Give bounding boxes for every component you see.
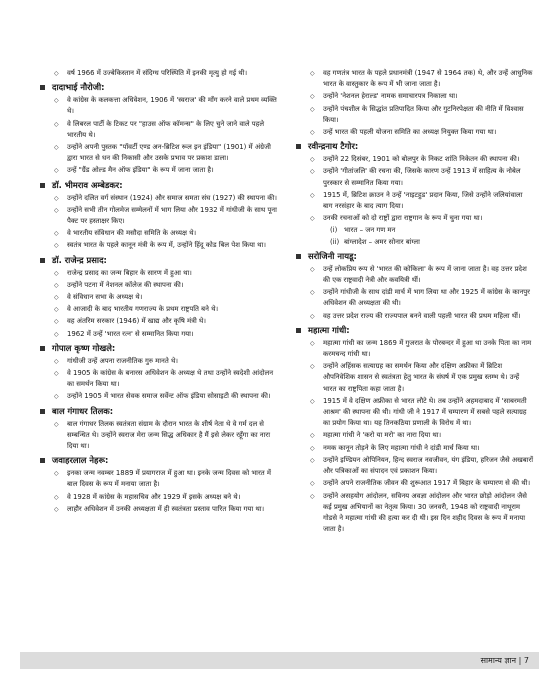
list-item xyxy=(296,190,534,212)
diamond-bullet-icon xyxy=(54,119,59,130)
page-footer xyxy=(20,652,539,669)
diamond-bullet-icon xyxy=(310,430,315,441)
list-item-text: वे भारतीय संविधान की मसौदा समिति के अध्यक्ष थे। xyxy=(67,229,197,238)
diamond-bullet-icon xyxy=(310,104,315,115)
diamond-bullet-icon xyxy=(54,193,59,204)
diamond-bullet-icon xyxy=(310,287,315,298)
list-item-text: उन्होंने 22 दिसंबर, 1901 को बोलपुर के निकट शांति निकेतन की स्थापना की। xyxy=(323,155,520,164)
list-item-text: वे आजादी के बाद भारतीय गणराज्य के प्रथम राष्ट्रपति बने थे। xyxy=(67,305,219,314)
list-item xyxy=(40,356,278,367)
list-item-text: उन्होंने इण्डियन ओपिनियन, हिन्द स्वराज नवजीवन, यंग इंडिया, हरिजन जैसे अखबारों और पत्रिकाओं का संपादन एवं प्रकाशन किया। xyxy=(323,455,534,476)
sub-list-text: भारत – जन गण मन xyxy=(344,226,396,235)
list-item-text: उन्होंने गांधीजी के साथ दांडी मार्च में भाग लिया था और 1925 में कांग्रेस के कानपुर अधिवेशन की अध्यक्षता की थी। xyxy=(323,288,530,308)
section-heading-text: महात्मा गांधी: xyxy=(308,324,350,335)
square-bullet-icon xyxy=(40,183,45,188)
section xyxy=(296,140,534,248)
list-item xyxy=(40,492,278,503)
list-item xyxy=(296,91,534,102)
list-item xyxy=(296,430,534,441)
diamond-bullet-icon xyxy=(54,68,59,79)
diamond-bullet-icon xyxy=(54,280,59,291)
list-item-text: उन्होंने असहयोग आंदोलन, सविनय अवज्ञा आंदोलन और भारत छोड़ो आंदोलन जैसे कई प्रमुख अभियानों का नेतृत्व किया। 30 जनवरी, 1948 को राष्ट्रवादी नाथूराम गोडसे ने महात्मा गांधी की हत्या कर दी थी। इस दिन शहीद दिवस के रूप में मनाया जाता है। xyxy=(323,491,527,534)
diamond-bullet-icon xyxy=(310,361,315,372)
square-bullet-icon xyxy=(296,328,301,333)
list-item-text: गांधीजी उन्हें अपना राजनीतिक गुरु मानते थे। xyxy=(67,356,179,365)
list-item-text: बाल गंगाधर तिलक स्वतंत्रता संग्राम के दौरान भारत के शीर्ष नेता थे वे गर्म दल से सम्बन्धित थे। उन्होंने स्वराज मेरा जन्म सिद्ध अधिकार है मैं इसे लेकर रहूँगा का नारा दिया था। xyxy=(67,419,271,451)
list-item xyxy=(296,491,534,536)
list-item xyxy=(40,368,278,390)
diamond-bullet-icon xyxy=(54,356,59,367)
list-item-text: उन्हें भारत की पहली योजना समिति का अध्यक्ष नियुक्त किया गया था। xyxy=(323,128,497,137)
list-item xyxy=(296,68,534,90)
section-heading xyxy=(296,250,534,263)
square-bullet-icon xyxy=(40,346,45,351)
footer-separator: | xyxy=(518,656,522,665)
section xyxy=(40,454,278,515)
right-column xyxy=(296,68,534,537)
square-bullet-icon xyxy=(40,458,45,463)
list-item-text: नमक कानून तोड़ने के लिए महात्मा गांधी ने दांडी मार्च किया था। xyxy=(323,443,480,452)
list-item xyxy=(40,268,278,279)
list-item xyxy=(40,419,278,453)
section-heading xyxy=(40,254,278,267)
list-item xyxy=(40,280,278,291)
list-item xyxy=(296,154,534,165)
section xyxy=(40,342,278,403)
sub-list-item xyxy=(296,237,534,248)
list-item xyxy=(40,205,278,227)
list-item-text: उन्होंने पटना में नेशनल कॉलेज की स्थापना की। xyxy=(67,280,184,289)
list-item-text: राजेन्द्र प्रसाद का जन्म बिहार के सारण में हुआ था। xyxy=(67,268,192,277)
list-item xyxy=(40,228,278,239)
list-item xyxy=(40,240,278,251)
list-item-text: उन्होंने 'गीतांजलि' की रचना की, जिसके कारण उन्हें 1913 में साहित्य के नोबेल पुरस्कार से सम्मानित किया गया। xyxy=(323,167,521,187)
section-heading-text: डॉ. राजेन्द्र प्रसाद: xyxy=(52,254,107,265)
section-heading-text: जवाहरलाल नेहरू: xyxy=(52,455,109,466)
list-item-text: लाहौर अधिवेशन में उनकी अध्यक्षता में ही स्वतंत्रता प्रस्ताव पारित किया गया था। xyxy=(67,504,265,513)
diamond-bullet-icon xyxy=(54,504,59,515)
section-heading xyxy=(296,140,534,153)
list-item-text: उन्होंने अपने राजनीतिक जीवन की शुरूआत 1917 में बिहार के चम्पारण से की थी। xyxy=(323,479,531,488)
section xyxy=(40,405,278,453)
section xyxy=(40,68,278,79)
left-column xyxy=(40,68,278,517)
diamond-bullet-icon xyxy=(54,329,59,340)
section-heading xyxy=(40,405,278,418)
list-item-text: वे कांग्रेस के कलकत्ता अधिवेशन, 1906 में 'स्वराज' की माँग करने वाले प्रथम व्यक्ति थे। xyxy=(67,96,277,116)
diamond-bullet-icon xyxy=(310,264,315,275)
list-item-text: उन्होंने पंचशील के सिद्धांत प्रतिपादित किया और गुटनिरपेक्षता की नीति में विश्वास किया। xyxy=(323,104,524,124)
list-item xyxy=(40,142,278,164)
diamond-bullet-icon xyxy=(310,127,315,138)
list-item xyxy=(296,127,534,138)
list-item-text: 1915 में वे दक्षिण अफ्रीका से भारत लौटे थे। तब उन्होंने अहमदाबाद में 'साबरमती आश्रम' की स्थापना की थी। गांधी जी ने 1917 में चम्पारण में सबसे पहले सत्याग्रह का प्रयोग किया था। यह तिनकठिया प्रणाली के विरोध में था। xyxy=(323,396,527,428)
list-item xyxy=(296,104,534,126)
diamond-bullet-icon xyxy=(310,338,315,349)
diamond-bullet-icon xyxy=(310,491,315,502)
page-number: 7 xyxy=(523,656,529,665)
list-item-text: उन्हें लोकप्रिय रूप से 'भारत की कोकिला' के रूप में जाना जाता है। वह उत्तर प्रदेश की एक राष्ट्रवादी नेत्री और कवयित्री थीं। xyxy=(323,264,527,285)
list-item xyxy=(40,304,278,315)
list-item xyxy=(40,391,278,402)
list-item-text: महात्मा गांधी का जन्म 1869 में गुजरात के पोरबन्दर में हुआ था उनके पिता का नाम करमचन्द गांधी था। xyxy=(323,338,532,359)
list-item-text: उन्होंने 'नेशनल हेराल्ड' नामक समाचारपत्र निकाला था। xyxy=(323,92,458,101)
diamond-bullet-icon xyxy=(54,316,59,327)
list-item-text: वह गणतंत्र भारत के पहले प्रधानमंत्री (1947 से 1964 तक) थे, और उन्हें आधुनिक भारत के वास्तुकार के रूप में भी जाना जाता है। xyxy=(323,69,533,89)
list-item-text: 1915 में, ब्रिटिश क्राउन ने उन्हें 'नाइटहुड' प्रदान किया, जिसे उन्होंने जलियांवाला बाग नरसंहार के बाद त्याग दिया। xyxy=(323,190,523,211)
list-item xyxy=(296,213,534,224)
square-bullet-icon xyxy=(40,258,45,263)
section xyxy=(40,81,278,176)
square-bullet-icon xyxy=(40,409,45,414)
list-item-text: इनका जन्म नवम्बर 1889 में प्रयागराज में हुआ था। इनके जन्म दिवस को भारत में बाल दिवस के रूप में मनाया जाता है। xyxy=(67,469,272,489)
square-bullet-icon xyxy=(296,144,301,149)
list-item xyxy=(296,455,534,477)
list-item xyxy=(40,119,278,141)
section-heading xyxy=(40,81,278,94)
square-bullet-icon xyxy=(296,254,301,259)
list-item-text: वे लिबरल पार्टी के टिकट पर "हाउस ऑफ कॉमन्स" के लिए चुने जाने वाले पहले भारतीय थे। xyxy=(67,119,265,139)
list-item xyxy=(40,165,278,176)
list-item xyxy=(296,478,534,489)
square-bullet-icon xyxy=(40,85,45,90)
section-heading xyxy=(40,179,278,192)
list-item-text: वे संविधान सभा के अध्यक्ष थे। xyxy=(67,293,143,302)
diamond-bullet-icon xyxy=(310,68,315,79)
list-item-text: उन्होंने सभी तीन गोलमेज सम्मेलनों में भाग लिया और 1932 में गांधीजी के साथ पूना पैक्ट पर हस्ताक्षर किए। xyxy=(67,205,277,226)
diamond-bullet-icon xyxy=(310,154,315,165)
diamond-bullet-icon xyxy=(54,304,59,315)
list-item-text: उन्होंने अपनी पुस्तक "पॉवर्टी एण्ड अन-ब्रिटिश रूल इन इंडिया" (1901) में अंग्रेजी द्वारा भारत से धन की निकासी और उसके प्रभाव पर प्रकाश डाला। xyxy=(67,143,271,163)
list-item xyxy=(296,443,534,454)
section xyxy=(296,68,534,138)
diamond-bullet-icon xyxy=(310,213,315,224)
list-item xyxy=(40,193,278,204)
section-heading xyxy=(40,454,278,467)
diamond-bullet-icon xyxy=(310,478,315,489)
diamond-bullet-icon xyxy=(54,240,59,251)
list-item-text: उन्होंने दलित वर्ग संस्थान (1924) और समाज समता संघ (1927) की स्थापना की। xyxy=(67,193,277,202)
diamond-bullet-icon xyxy=(310,311,315,322)
diamond-bullet-icon xyxy=(54,142,59,153)
list-item xyxy=(296,166,534,188)
footer-text xyxy=(481,655,529,666)
list-item xyxy=(40,504,278,515)
list-item-text: महात्मा गांधी ने 'करो या मरो' का नारा दिया था। xyxy=(323,431,442,440)
list-item-text: उन्हें "ग्रैंड ओल्ड मैन ऑफ इंडिया" के रूप में जाना जाता है। xyxy=(67,166,214,175)
diamond-bullet-icon xyxy=(310,166,315,177)
list-item-text: 1962 में उन्हें 'भारत रत्न' से सम्मानित किया गया। xyxy=(67,329,194,338)
sub-list-text: बांग्लादेश – अमर सोनार बांग्ला xyxy=(344,237,420,246)
diamond-bullet-icon xyxy=(54,492,59,503)
list-item-text: वे 1905 के कांग्रेस के बनारस अधिवेशन के अध्यक्ष थे तथा उन्होंने स्वदेशी आंदोलन का समर्थन किया था। xyxy=(67,369,274,389)
diamond-bullet-icon xyxy=(54,368,59,379)
list-item xyxy=(40,329,278,340)
footer-subject: सामान्य ज्ञान xyxy=(480,656,517,665)
section-heading-text: बाल गंगाधर तिलक: xyxy=(52,405,114,416)
list-item xyxy=(296,311,534,322)
diamond-bullet-icon xyxy=(310,396,315,407)
diamond-bullet-icon xyxy=(310,443,315,454)
sub-list-item xyxy=(296,225,534,236)
section xyxy=(40,254,278,340)
section-heading xyxy=(296,324,534,337)
diamond-bullet-icon xyxy=(54,468,59,479)
list-item xyxy=(296,361,534,395)
diamond-bullet-icon xyxy=(310,190,315,201)
list-item-text: वह उत्तर प्रदेश राज्य की राज्यपाल बनने वाली पहली भारत की प्रथम महिला थीं। xyxy=(323,311,521,320)
section-heading-text: सरोजिनी नायडू: xyxy=(308,250,357,261)
section-heading-text: दादाभाई नौरोजी: xyxy=(52,82,105,93)
list-item-text: उन्होंने अहिंसक सत्याग्रह का समर्थन किया और दक्षिण अफ्रीका में ब्रिटिश औपनिवेशिक शासन से स्वतंत्रता हेतु भारत के संघर्ष में एक प्रमुख स्तम्भ थे। उन्हें भारत का राष्ट्रपिता कहा जाता है। xyxy=(323,362,520,393)
diamond-bullet-icon xyxy=(54,205,59,216)
diamond-bullet-icon xyxy=(54,419,59,430)
list-item xyxy=(40,95,278,117)
diamond-bullet-icon xyxy=(310,455,315,466)
list-item xyxy=(296,338,534,360)
list-item xyxy=(40,292,278,303)
sub-list-index: (i) xyxy=(330,226,338,235)
list-item-text: उन्होंने 1905 में भारत सेवक समाज सर्वेन्ट ऑफ इंडिया सोसाइटी की स्थापना की। xyxy=(67,392,271,401)
section-heading-text: गोपाल कृष्ण गोखले: xyxy=(52,342,116,353)
list-item xyxy=(40,68,278,79)
diamond-bullet-icon xyxy=(54,292,59,303)
list-item xyxy=(296,264,534,286)
list-item-text: वे 1928 में कांग्रेस के महासचिव और 1929 में इसके अध्यक्ष बने थे। xyxy=(67,492,241,501)
section-heading-text: डॉ. भीमराव अम्बेडकर: xyxy=(52,179,123,190)
list-item-text: स्वतंत्र भारत के पहले कानून मंत्री के रूप में, उन्होंने हिंदू कोड बिल पेश किया था। xyxy=(67,241,266,250)
section-heading-text: रवीन्द्रनाथ टैगोर: xyxy=(308,141,359,152)
section xyxy=(40,179,278,252)
list-item-text: वह अंतरिम सरकार (1946) में खाद्य और कृषि मंत्री थे। xyxy=(67,317,206,326)
sub-list-index: (ii) xyxy=(330,237,340,246)
list-item xyxy=(40,316,278,327)
diamond-bullet-icon xyxy=(54,95,59,106)
section xyxy=(296,250,534,322)
diamond-bullet-icon xyxy=(54,391,59,402)
list-item-text: वर्ष 1966 में उज्बेकिस्तान में संदिग्ध परिस्थिति में इनकी मृत्यु हो गई थी। xyxy=(67,69,248,77)
diamond-bullet-icon xyxy=(310,91,315,102)
section-heading xyxy=(40,342,278,355)
diamond-bullet-icon xyxy=(54,268,59,279)
list-item xyxy=(296,287,534,309)
list-item xyxy=(40,468,278,490)
diamond-bullet-icon xyxy=(54,228,59,239)
section xyxy=(296,324,534,535)
diamond-bullet-icon xyxy=(54,165,59,176)
list-item-text: उनकी रचनाओं को दो राष्ट्रों द्वारा राष्ट्रगान के रूप में चुना गया था। xyxy=(323,214,483,223)
list-item xyxy=(296,396,534,430)
